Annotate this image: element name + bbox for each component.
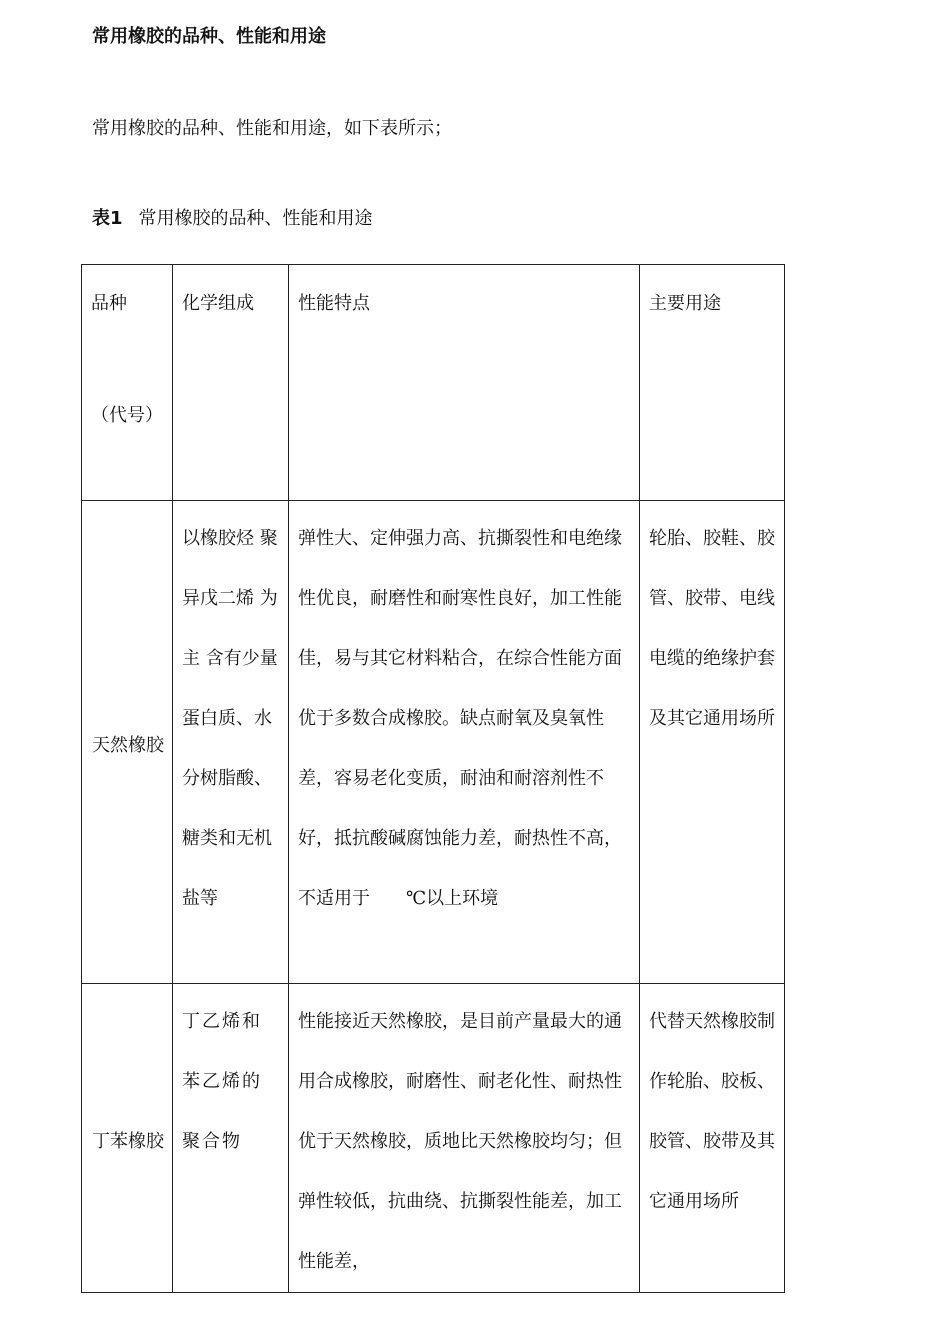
header-uses: 主要用途 <box>640 265 785 501</box>
document-heading: 常用橡胶的品种、性能和用途 <box>92 26 326 47</box>
table-row <box>82 984 785 1293</box>
row-properties: 弹性大、定伸强力高、抗撕裂性和电绝缘性优良，耐磨性和耐寒性良好，加工性能佳，易与其它材料粘合，在综合性能方面优于多数合成橡胶。缺点耐氧及臭氧性差，容易老化变质，耐油和耐溶剂性不好，抵抗酸碱腐蚀能力差，耐热性不高，不适用于 ℃以上环境 <box>289 501 640 984</box>
table-caption <box>92 208 373 230</box>
rubber-table <box>81 264 785 1293</box>
header-variety: 品种 <box>91 293 127 314</box>
intro-paragraph: 常用橡胶的品种、性能和用途，如下表所示； <box>92 118 452 139</box>
row-uses: 轮胎、胶鞋、胶管、胶带、电线电缆的绝缘护套及其它通用场所 <box>640 501 785 984</box>
row-variety: 天然橡胶 <box>82 501 173 984</box>
header-variety-cell <box>82 265 173 501</box>
header-variety-code: （代号） <box>91 405 163 426</box>
table-row <box>82 501 785 984</box>
row-properties: 性能接近天然橡胶，是目前产量最大的通用合成橡胶，耐磨性、耐老化性、耐热性优于天然橡胶，质地比天然橡胶均匀；但弹性较低，抗曲绕、抗撕裂性能差，加工性能差， <box>289 984 640 1293</box>
table-caption-text: 常用橡胶的品种、性能和用途 <box>138 208 373 229</box>
header-properties: 性能特点 <box>289 265 640 501</box>
row-composition: 以橡胶烃 聚异戊二烯 为主 含有少量蛋白质、水分树脂酸、糖类和无机盐等 <box>173 501 289 984</box>
row-variety: 丁苯橡胶 <box>82 984 173 1293</box>
row-composition: 丁乙烯和苯乙烯的聚合物 <box>173 984 289 1293</box>
header-composition: 化学组成 <box>173 265 289 501</box>
table-header-row <box>82 265 785 501</box>
row-uses: 代替天然橡胶制作轮胎、胶板、胶管、胶带及其它通用场所 <box>640 984 785 1293</box>
table-caption-number: 表1 <box>92 208 123 229</box>
